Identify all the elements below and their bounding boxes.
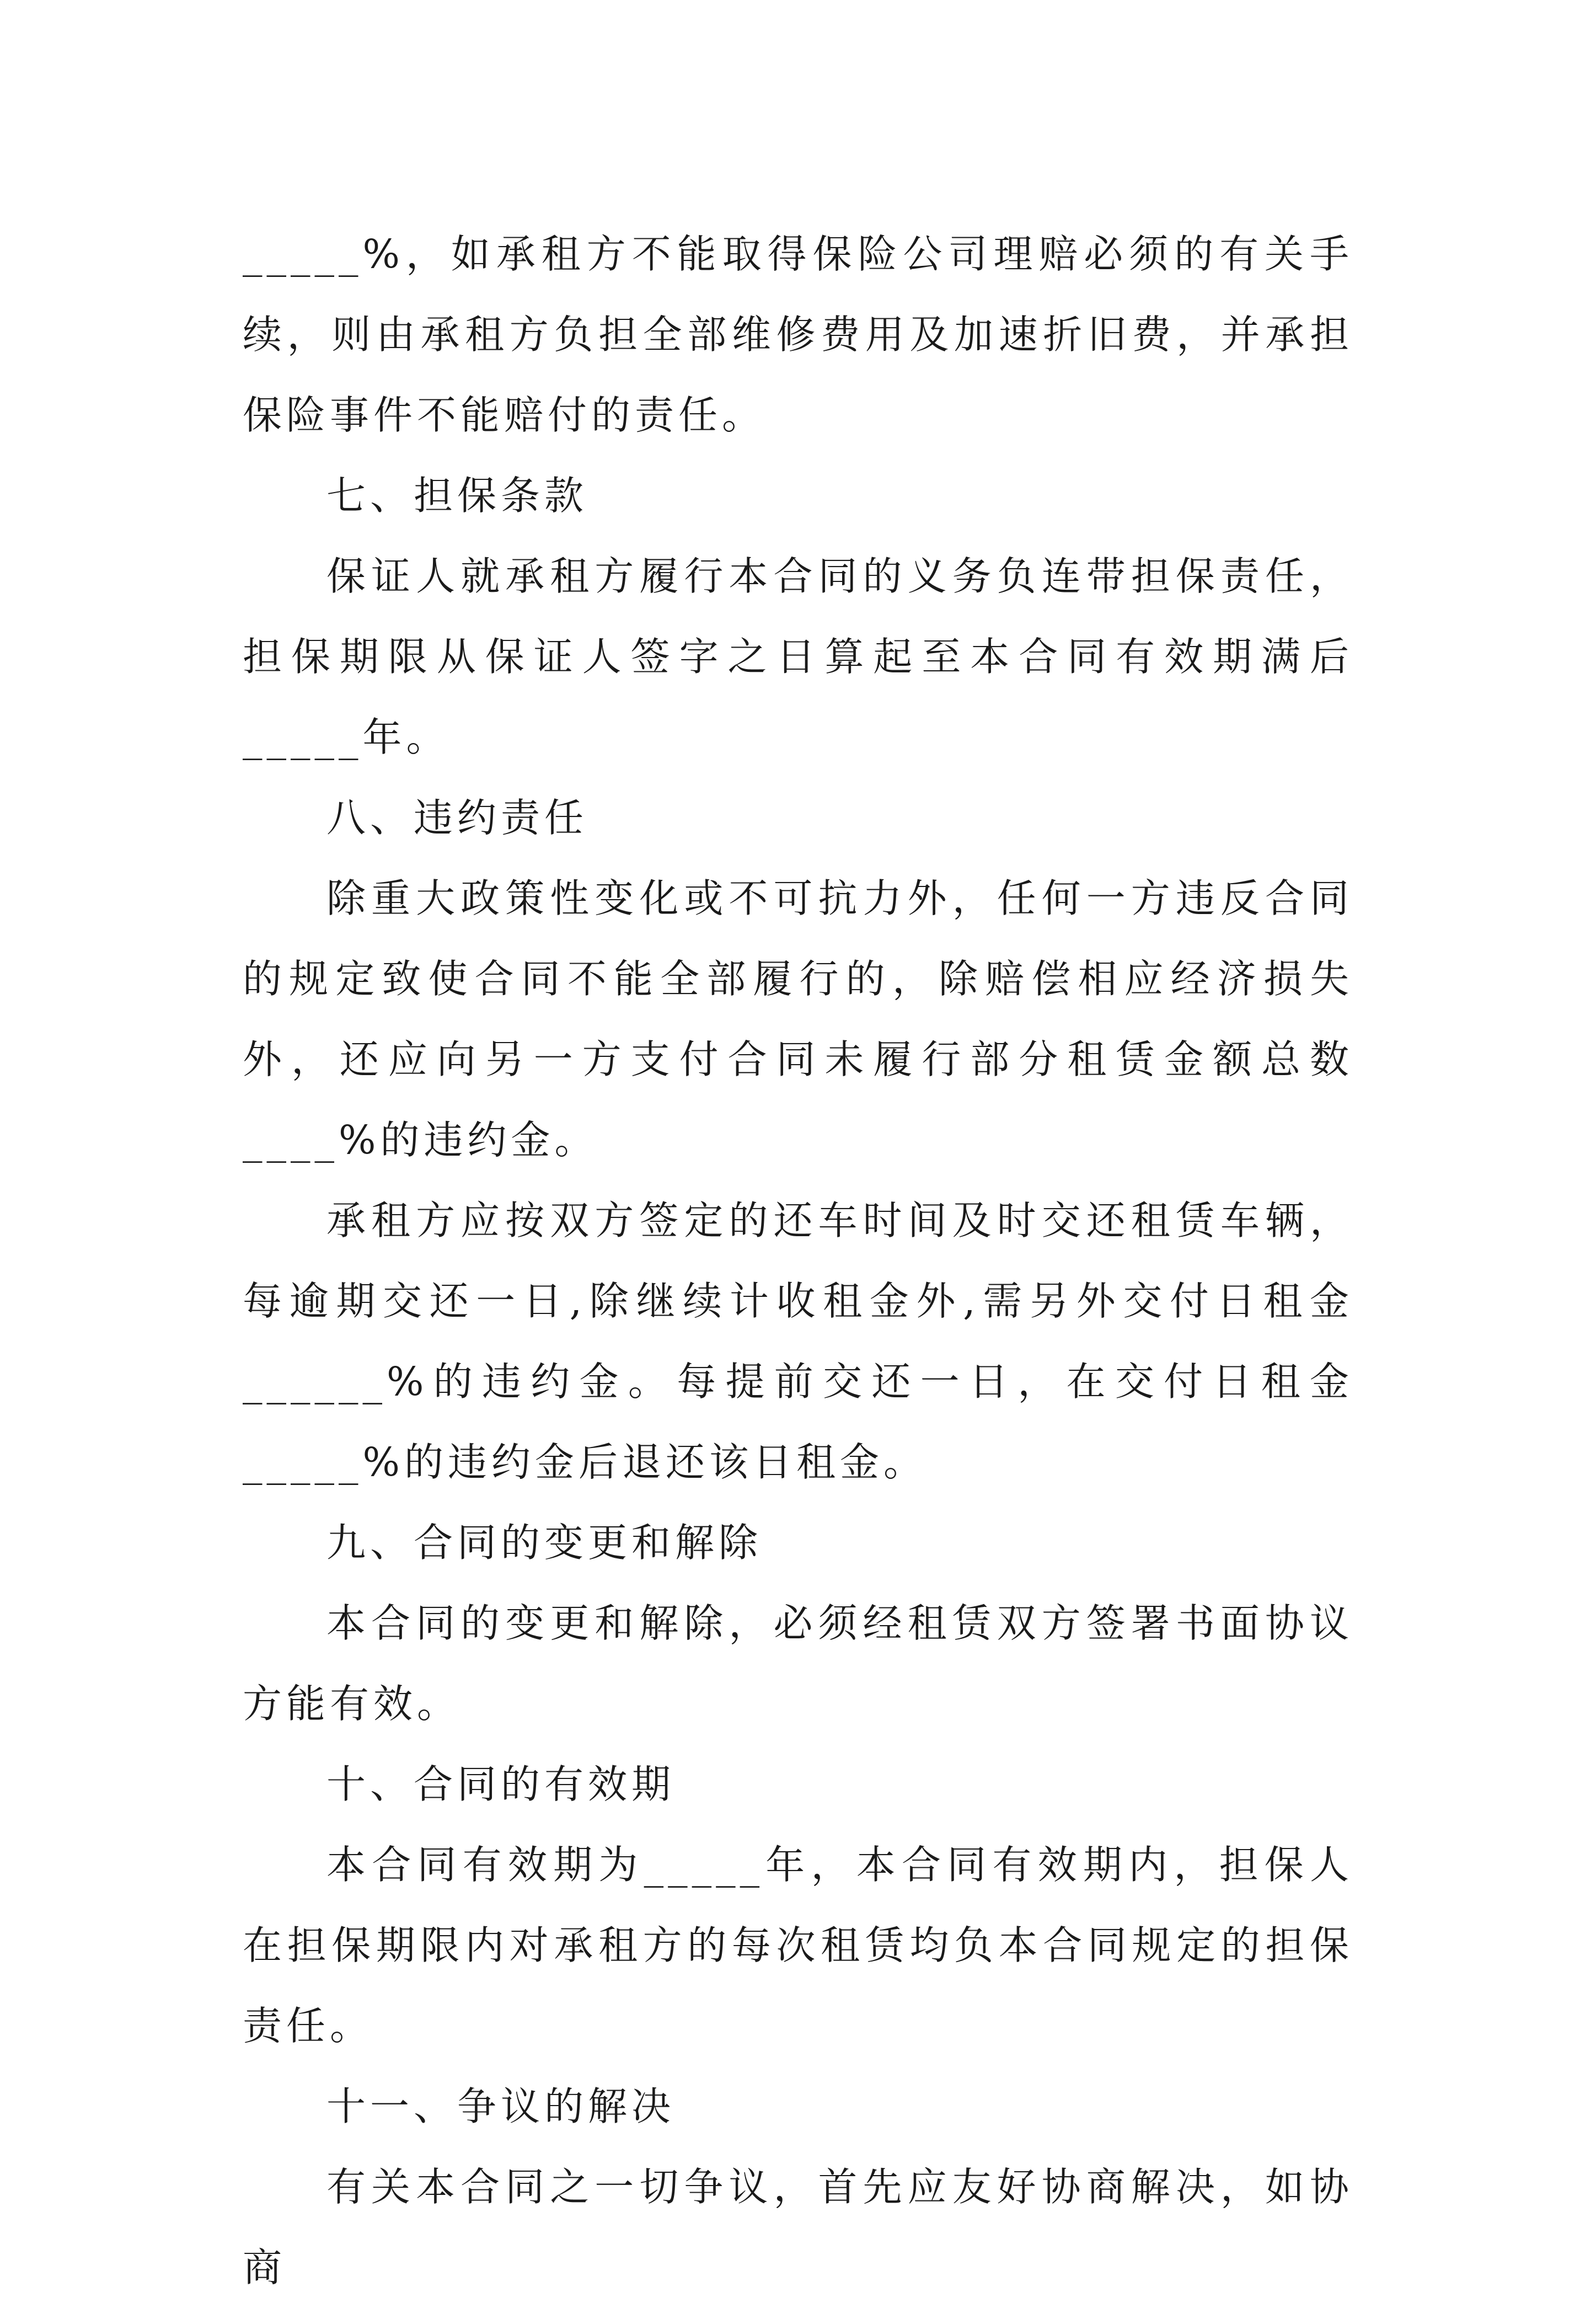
- paragraph-dispute: 有关本合同之一切争议，首先应友好协商解决，如协商: [243, 2164, 1353, 2290]
- section-heading-dispute: 十一、争议的解决: [326, 2083, 676, 2129]
- document-body: [243, 214, 1353, 2308]
- paragraph-return-penalty: 承租方应按双方签定的还车时间及时交还租赁车辆，每逾期交还一日,除继续计收租金外,需另外交付日租金______%的违约金。每提前交还一日，在交付日租金_____%的违约金后退还该日租金。: [243, 1198, 1353, 1485]
- paragraph-breach-penalty: 除重大政策性变化或不可抗力外，任何一方违反合同的规定致使合同不能全部履行的，除赔偿相应经济损失外，还应向另一方支付合同未履行部分租赁金额总数____%的违约金。: [243, 875, 1353, 1163]
- section-heading-guarantee: 七、担保条款: [326, 473, 588, 519]
- paragraph-modification: 本合同的变更和解除，必须经租赁双方签署书面协议方能有效。: [243, 1600, 1353, 1727]
- paragraph-insurance-claim: _____%，如承租方不能取得保险公司理赔必须的有关手续，则由承租方负担全部维修费用及加速折旧费，并承担保险事件不能赔付的责任。: [243, 231, 1353, 438]
- section-heading-breach: 八、违约责任: [326, 795, 588, 841]
- section-heading-modification: 九、合同的变更和解除: [326, 1520, 763, 1566]
- paragraph-guarantee: 保证人就承租方履行本合同的义务负连带担保责任，担保期限从保证人签字之日算起至本合同有效期满后_____年。: [243, 553, 1353, 760]
- paragraph-validity: 本合同有效期为_____年，本合同有效期内，担保人在担保期限内对承租方的每次租赁均负本合同规定的担保责任。: [243, 1842, 1353, 2049]
- section-heading-validity: 十、合同的有效期: [326, 1761, 676, 1807]
